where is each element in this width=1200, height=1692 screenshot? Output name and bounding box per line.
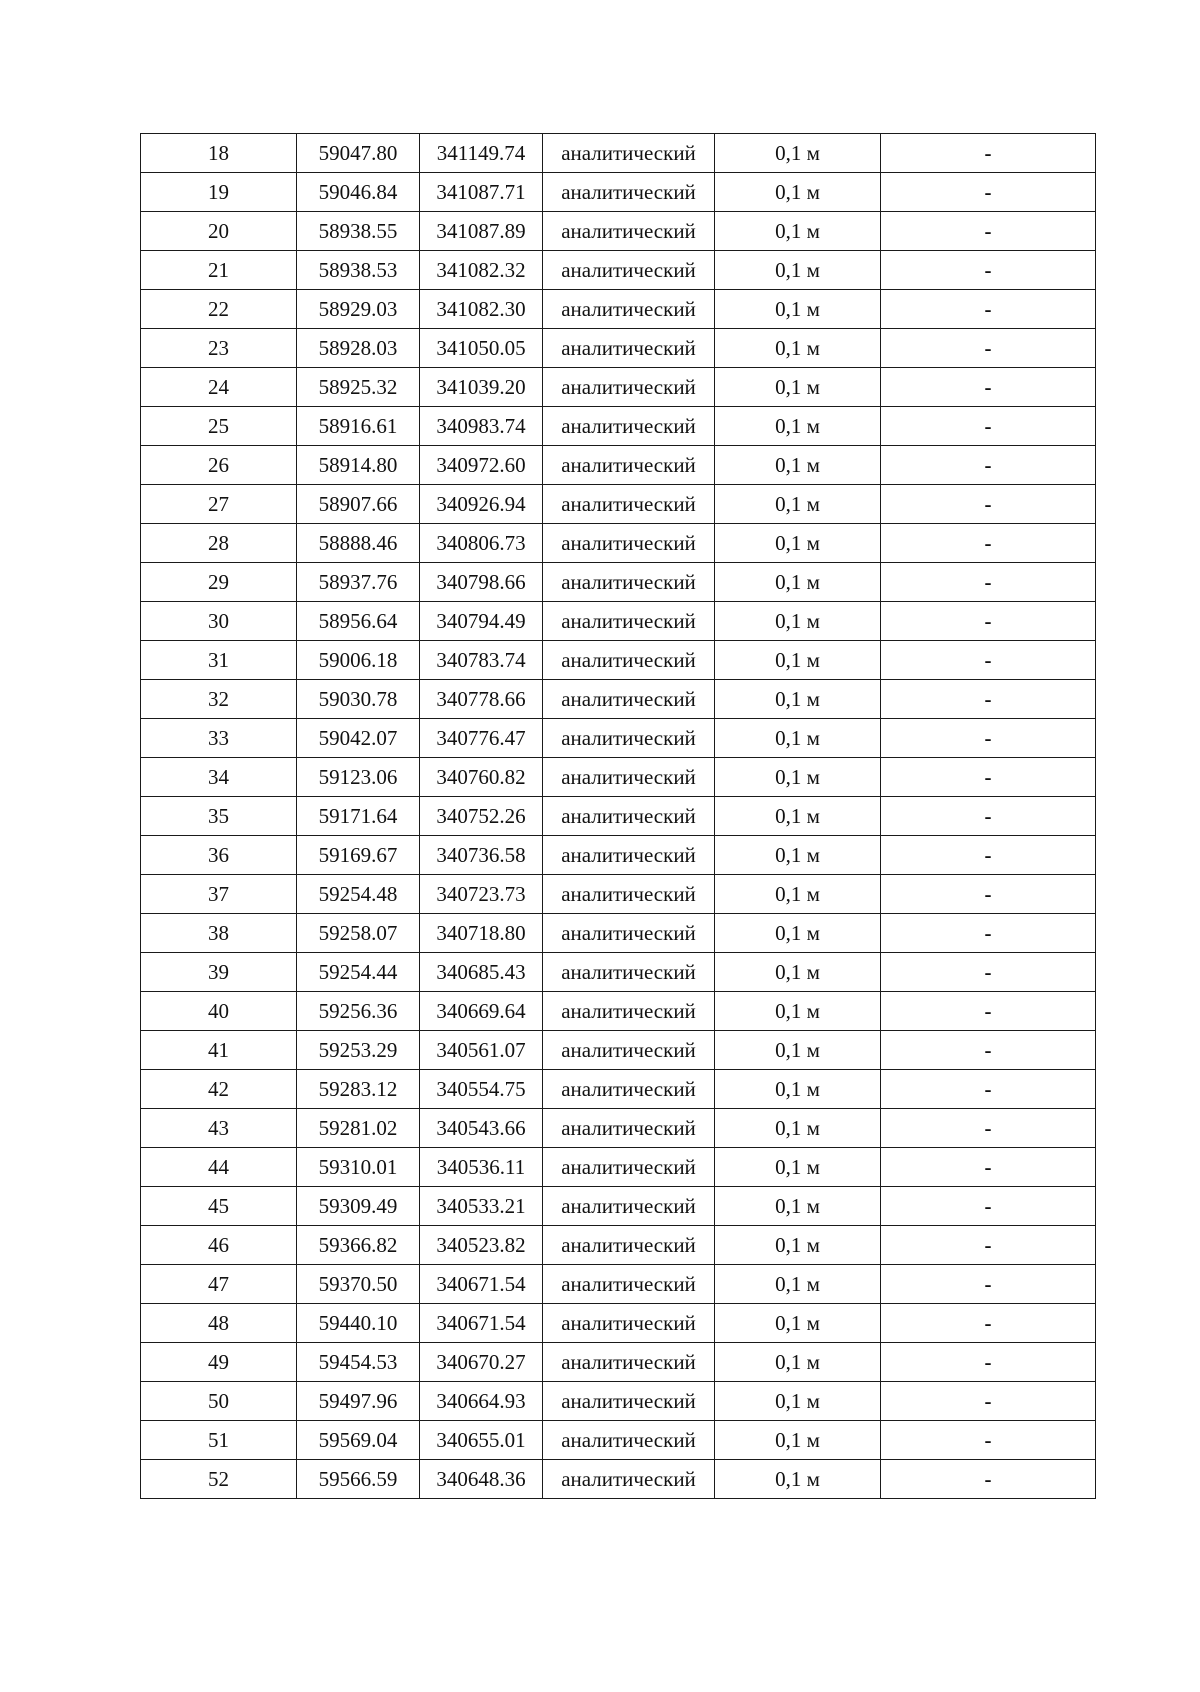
table-row <box>141 1109 1096 1148</box>
extra-cell: - <box>881 992 1096 1031</box>
coordinate-y-cell: 341082.30 <box>420 290 543 329</box>
method-cell: аналитический <box>543 1460 715 1499</box>
method-cell: аналитический <box>543 719 715 758</box>
coordinate-y-cell: 340536.11 <box>420 1148 543 1187</box>
table-row <box>141 602 1096 641</box>
coordinate-y-cell: 340655.01 <box>420 1421 543 1460</box>
point-number-cell: 44 <box>141 1148 297 1187</box>
coordinate-y-cell: 340736.58 <box>420 836 543 875</box>
table-row <box>141 368 1096 407</box>
method-cell: аналитический <box>543 602 715 641</box>
method-cell: аналитический <box>543 251 715 290</box>
method-cell: аналитический <box>543 1382 715 1421</box>
coordinate-x-cell: 58938.53 <box>297 251 420 290</box>
coordinate-y-cell: 340670.27 <box>420 1343 543 1382</box>
accuracy-cell: 0,1 м <box>715 446 881 485</box>
table-row <box>141 797 1096 836</box>
coordinate-y-cell: 340648.36 <box>420 1460 543 1499</box>
table-row <box>141 914 1096 953</box>
method-cell: аналитический <box>543 758 715 797</box>
method-cell: аналитический <box>543 1421 715 1460</box>
coordinate-y-cell: 340554.75 <box>420 1070 543 1109</box>
accuracy-cell: 0,1 м <box>715 602 881 641</box>
point-number-cell: 24 <box>141 368 297 407</box>
point-number-cell: 42 <box>141 1070 297 1109</box>
accuracy-cell: 0,1 м <box>715 719 881 758</box>
extra-cell: - <box>881 836 1096 875</box>
accuracy-cell: 0,1 м <box>715 1070 881 1109</box>
point-number-cell: 48 <box>141 1304 297 1343</box>
coordinate-x-cell: 59047.80 <box>297 134 420 173</box>
table-row <box>141 290 1096 329</box>
coordinate-y-cell: 341087.89 <box>420 212 543 251</box>
extra-cell: - <box>881 290 1096 329</box>
point-number-cell: 30 <box>141 602 297 641</box>
extra-cell: - <box>881 1460 1096 1499</box>
coordinate-x-cell: 59254.44 <box>297 953 420 992</box>
coordinate-x-cell: 59440.10 <box>297 1304 420 1343</box>
table-row <box>141 719 1096 758</box>
point-number-cell: 45 <box>141 1187 297 1226</box>
extra-cell: - <box>881 251 1096 290</box>
point-number-cell: 23 <box>141 329 297 368</box>
coordinate-x-cell: 59253.29 <box>297 1031 420 1070</box>
point-number-cell: 21 <box>141 251 297 290</box>
method-cell: аналитический <box>543 524 715 563</box>
table-row <box>141 1187 1096 1226</box>
coordinate-x-cell: 58916.61 <box>297 407 420 446</box>
coordinates-table-body <box>141 134 1096 1499</box>
coordinate-x-cell: 58907.66 <box>297 485 420 524</box>
table-row <box>141 1070 1096 1109</box>
method-cell: аналитический <box>543 1031 715 1070</box>
point-number-cell: 19 <box>141 173 297 212</box>
extra-cell: - <box>881 1070 1096 1109</box>
accuracy-cell: 0,1 м <box>715 407 881 446</box>
coordinate-x-cell: 59454.53 <box>297 1343 420 1382</box>
extra-cell: - <box>881 914 1096 953</box>
point-number-cell: 39 <box>141 953 297 992</box>
method-cell: аналитический <box>543 212 715 251</box>
accuracy-cell: 0,1 м <box>715 290 881 329</box>
method-cell: аналитический <box>543 1304 715 1343</box>
method-cell: аналитический <box>543 290 715 329</box>
method-cell: аналитический <box>543 641 715 680</box>
extra-cell: - <box>881 1265 1096 1304</box>
table-row <box>141 1265 1096 1304</box>
accuracy-cell: 0,1 м <box>715 1187 881 1226</box>
extra-cell: - <box>881 407 1096 446</box>
extra-cell: - <box>881 212 1096 251</box>
table-row <box>141 563 1096 602</box>
coordinate-x-cell: 58938.55 <box>297 212 420 251</box>
method-cell: аналитический <box>543 446 715 485</box>
point-number-cell: 50 <box>141 1382 297 1421</box>
extra-cell: - <box>881 1382 1096 1421</box>
table-row <box>141 1031 1096 1070</box>
coordinate-x-cell: 59309.49 <box>297 1187 420 1226</box>
extra-cell: - <box>881 953 1096 992</box>
point-number-cell: 25 <box>141 407 297 446</box>
coordinate-x-cell: 59569.04 <box>297 1421 420 1460</box>
coordinate-y-cell: 340533.21 <box>420 1187 543 1226</box>
accuracy-cell: 0,1 м <box>715 1109 881 1148</box>
extra-cell: - <box>881 1226 1096 1265</box>
extra-cell: - <box>881 563 1096 602</box>
coordinate-y-cell: 341082.32 <box>420 251 543 290</box>
accuracy-cell: 0,1 м <box>715 641 881 680</box>
table-row <box>141 1148 1096 1187</box>
method-cell: аналитический <box>543 173 715 212</box>
table-row <box>141 1460 1096 1499</box>
coordinate-y-cell: 340776.47 <box>420 719 543 758</box>
point-number-cell: 35 <box>141 797 297 836</box>
coordinate-x-cell: 59046.84 <box>297 173 420 212</box>
coordinate-y-cell: 340718.80 <box>420 914 543 953</box>
coordinate-x-cell: 59169.67 <box>297 836 420 875</box>
accuracy-cell: 0,1 м <box>715 368 881 407</box>
extra-cell: - <box>881 173 1096 212</box>
coordinate-y-cell: 340561.07 <box>420 1031 543 1070</box>
point-number-cell: 31 <box>141 641 297 680</box>
coordinate-x-cell: 59310.01 <box>297 1148 420 1187</box>
coordinate-x-cell: 59497.96 <box>297 1382 420 1421</box>
table-row <box>141 1421 1096 1460</box>
point-number-cell: 29 <box>141 563 297 602</box>
point-number-cell: 52 <box>141 1460 297 1499</box>
method-cell: аналитический <box>543 407 715 446</box>
coordinate-y-cell: 340778.66 <box>420 680 543 719</box>
method-cell: аналитический <box>543 1226 715 1265</box>
method-cell: аналитический <box>543 1343 715 1382</box>
coordinate-y-cell: 340671.54 <box>420 1265 543 1304</box>
coordinate-x-cell: 59006.18 <box>297 641 420 680</box>
point-number-cell: 32 <box>141 680 297 719</box>
accuracy-cell: 0,1 м <box>715 914 881 953</box>
coordinate-y-cell: 340685.43 <box>420 953 543 992</box>
extra-cell: - <box>881 1187 1096 1226</box>
extra-cell: - <box>881 1109 1096 1148</box>
point-number-cell: 36 <box>141 836 297 875</box>
accuracy-cell: 0,1 м <box>715 251 881 290</box>
point-number-cell: 43 <box>141 1109 297 1148</box>
coordinate-y-cell: 341039.20 <box>420 368 543 407</box>
point-number-cell: 27 <box>141 485 297 524</box>
extra-cell: - <box>881 329 1096 368</box>
coordinate-x-cell: 59281.02 <box>297 1109 420 1148</box>
coordinate-x-cell: 59256.36 <box>297 992 420 1031</box>
point-number-cell: 49 <box>141 1343 297 1382</box>
extra-cell: - <box>881 797 1096 836</box>
coordinate-y-cell: 340664.93 <box>420 1382 543 1421</box>
point-number-cell: 22 <box>141 290 297 329</box>
table-row <box>141 680 1096 719</box>
table-row <box>141 329 1096 368</box>
point-number-cell: 26 <box>141 446 297 485</box>
coordinates-table <box>140 133 1096 1499</box>
method-cell: аналитический <box>543 797 715 836</box>
coordinate-y-cell: 340671.54 <box>420 1304 543 1343</box>
coordinate-y-cell: 341050.05 <box>420 329 543 368</box>
method-cell: аналитический <box>543 680 715 719</box>
extra-cell: - <box>881 485 1096 524</box>
coordinate-x-cell: 58937.76 <box>297 563 420 602</box>
accuracy-cell: 0,1 м <box>715 173 881 212</box>
accuracy-cell: 0,1 м <box>715 1304 881 1343</box>
coordinate-y-cell: 340983.74 <box>420 407 543 446</box>
coordinate-y-cell: 340760.82 <box>420 758 543 797</box>
accuracy-cell: 0,1 м <box>715 953 881 992</box>
coordinate-x-cell: 59283.12 <box>297 1070 420 1109</box>
extra-cell: - <box>881 602 1096 641</box>
point-number-cell: 47 <box>141 1265 297 1304</box>
point-number-cell: 33 <box>141 719 297 758</box>
method-cell: аналитический <box>543 914 715 953</box>
table-row <box>141 446 1096 485</box>
extra-cell: - <box>881 1148 1096 1187</box>
point-number-cell: 18 <box>141 134 297 173</box>
method-cell: аналитический <box>543 368 715 407</box>
table-row <box>141 407 1096 446</box>
coordinate-y-cell: 340669.64 <box>420 992 543 1031</box>
extra-cell: - <box>881 1031 1096 1070</box>
method-cell: аналитический <box>543 1070 715 1109</box>
accuracy-cell: 0,1 м <box>715 1382 881 1421</box>
method-cell: аналитический <box>543 563 715 602</box>
point-number-cell: 41 <box>141 1031 297 1070</box>
accuracy-cell: 0,1 м <box>715 134 881 173</box>
coordinate-x-cell: 58928.03 <box>297 329 420 368</box>
table-row <box>141 1343 1096 1382</box>
point-number-cell: 34 <box>141 758 297 797</box>
table-row <box>141 953 1096 992</box>
table-row <box>141 134 1096 173</box>
method-cell: аналитический <box>543 1187 715 1226</box>
table-row <box>141 173 1096 212</box>
point-number-cell: 20 <box>141 212 297 251</box>
accuracy-cell: 0,1 м <box>715 758 881 797</box>
table-row <box>141 992 1096 1031</box>
point-number-cell: 38 <box>141 914 297 953</box>
table-row <box>141 758 1096 797</box>
table-row <box>141 1382 1096 1421</box>
extra-cell: - <box>881 875 1096 914</box>
accuracy-cell: 0,1 м <box>715 992 881 1031</box>
coordinate-x-cell: 59123.06 <box>297 758 420 797</box>
coordinate-y-cell: 340523.82 <box>420 1226 543 1265</box>
coordinate-y-cell: 340926.94 <box>420 485 543 524</box>
extra-cell: - <box>881 524 1096 563</box>
coordinate-y-cell: 340794.49 <box>420 602 543 641</box>
coordinate-x-cell: 58956.64 <box>297 602 420 641</box>
method-cell: аналитический <box>543 953 715 992</box>
accuracy-cell: 0,1 м <box>715 1421 881 1460</box>
table-row <box>141 1304 1096 1343</box>
coordinate-x-cell: 59566.59 <box>297 1460 420 1499</box>
coordinate-y-cell: 340806.73 <box>420 524 543 563</box>
method-cell: аналитический <box>543 134 715 173</box>
coordinate-y-cell: 340543.66 <box>420 1109 543 1148</box>
coordinate-x-cell: 59254.48 <box>297 875 420 914</box>
accuracy-cell: 0,1 м <box>715 212 881 251</box>
coordinate-x-cell: 58925.32 <box>297 368 420 407</box>
extra-cell: - <box>881 134 1096 173</box>
accuracy-cell: 0,1 м <box>715 1265 881 1304</box>
extra-cell: - <box>881 1421 1096 1460</box>
coordinate-y-cell: 340972.60 <box>420 446 543 485</box>
extra-cell: - <box>881 758 1096 797</box>
coordinate-y-cell: 340798.66 <box>420 563 543 602</box>
accuracy-cell: 0,1 м <box>715 329 881 368</box>
accuracy-cell: 0,1 м <box>715 680 881 719</box>
coordinate-x-cell: 58929.03 <box>297 290 420 329</box>
method-cell: аналитический <box>543 485 715 524</box>
accuracy-cell: 0,1 м <box>715 1031 881 1070</box>
table-row <box>141 212 1096 251</box>
method-cell: аналитический <box>543 329 715 368</box>
accuracy-cell: 0,1 м <box>715 563 881 602</box>
table-row <box>141 485 1096 524</box>
method-cell: аналитический <box>543 836 715 875</box>
coordinate-x-cell: 59171.64 <box>297 797 420 836</box>
extra-cell: - <box>881 641 1096 680</box>
coordinate-y-cell: 340723.73 <box>420 875 543 914</box>
coordinate-x-cell: 59030.78 <box>297 680 420 719</box>
accuracy-cell: 0,1 м <box>715 1148 881 1187</box>
coordinate-x-cell: 58914.80 <box>297 446 420 485</box>
accuracy-cell: 0,1 м <box>715 797 881 836</box>
extra-cell: - <box>881 1343 1096 1382</box>
method-cell: аналитический <box>543 992 715 1031</box>
table-row <box>141 1226 1096 1265</box>
extra-cell: - <box>881 1304 1096 1343</box>
coordinate-x-cell: 58888.46 <box>297 524 420 563</box>
table-row <box>141 836 1096 875</box>
accuracy-cell: 0,1 м <box>715 485 881 524</box>
point-number-cell: 51 <box>141 1421 297 1460</box>
extra-cell: - <box>881 719 1096 758</box>
accuracy-cell: 0,1 м <box>715 1460 881 1499</box>
coordinate-y-cell: 341149.74 <box>420 134 543 173</box>
coordinate-x-cell: 59370.50 <box>297 1265 420 1304</box>
point-number-cell: 46 <box>141 1226 297 1265</box>
point-number-cell: 37 <box>141 875 297 914</box>
extra-cell: - <box>881 680 1096 719</box>
coordinate-y-cell: 341087.71 <box>420 173 543 212</box>
coordinate-x-cell: 59042.07 <box>297 719 420 758</box>
accuracy-cell: 0,1 м <box>715 1226 881 1265</box>
accuracy-cell: 0,1 м <box>715 875 881 914</box>
accuracy-cell: 0,1 м <box>715 524 881 563</box>
method-cell: аналитический <box>543 875 715 914</box>
table-row <box>141 251 1096 290</box>
table-row <box>141 524 1096 563</box>
point-number-cell: 28 <box>141 524 297 563</box>
accuracy-cell: 0,1 м <box>715 836 881 875</box>
coordinate-x-cell: 59258.07 <box>297 914 420 953</box>
method-cell: аналитический <box>543 1148 715 1187</box>
coordinate-y-cell: 340783.74 <box>420 641 543 680</box>
extra-cell: - <box>881 446 1096 485</box>
accuracy-cell: 0,1 м <box>715 1343 881 1382</box>
point-number-cell: 40 <box>141 992 297 1031</box>
coordinate-y-cell: 340752.26 <box>420 797 543 836</box>
table-row <box>141 875 1096 914</box>
method-cell: аналитический <box>543 1109 715 1148</box>
method-cell: аналитический <box>543 1265 715 1304</box>
coordinate-x-cell: 59366.82 <box>297 1226 420 1265</box>
table-row <box>141 641 1096 680</box>
extra-cell: - <box>881 368 1096 407</box>
